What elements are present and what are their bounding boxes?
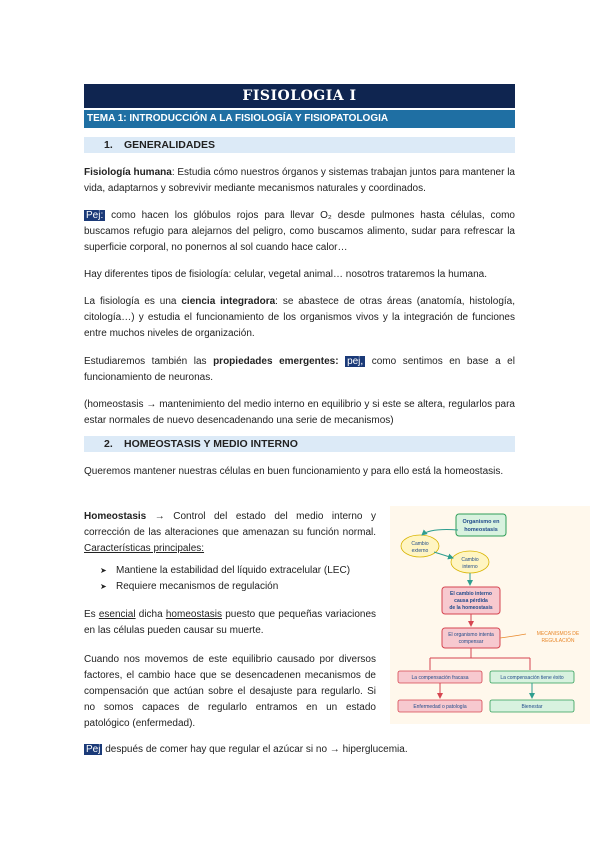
paragraph-tipos: Hay diferentes tipos de fisiología: celular, vegetal animal… nosotros trataremos la humana. <box>84 269 487 280</box>
paragraph-propiedades <box>84 354 515 386</box>
document-title: FISIOLOGIA I <box>84 84 515 108</box>
underlined-text: homeostasis <box>165 609 223 620</box>
node-exito-label: La compensación tiene éxito <box>500 675 564 681</box>
section-heading-2 <box>84 436 515 452</box>
node-bienestar-label: Bienestar <box>521 704 543 710</box>
text-span: como sentimos en base a el funcionamiento de neuronas. <box>84 356 515 383</box>
example-tag: Pej: <box>86 210 104 221</box>
bold-term: Fisiología humana <box>84 167 172 178</box>
node-cambio-interno-label-2: interno <box>462 564 478 570</box>
node-organismo-label-2: homeostasis <box>464 527 498 533</box>
section-heading-1 <box>84 137 515 153</box>
paragraph-text: : Estudia cómo nuestros órganos y sistemas trabajan juntos para mantener la vida, adaptarnos y sobrevivir mediante mecanismos naturales y coordinados. <box>84 167 515 194</box>
text-span: : se abastece de otras áreas (anatomía, histología, citología…) y estudia el funcionamiento de los organismos vivos y la integración de funciones entre muchos niveles de organización. <box>84 296 516 339</box>
bold-term: ciencia integradora <box>181 296 276 307</box>
paragraph-fisiologia-humana <box>84 165 515 197</box>
characteristics-list <box>100 563 390 595</box>
node-organismo-label-1: Organismo en <box>462 519 500 525</box>
node-enfermedad-label: Enfermedad o patología <box>413 704 467 710</box>
mecanismos-label-1: MECANISMOS DE <box>536 631 580 637</box>
homeostasis-flowchart <box>390 506 590 724</box>
underlined-text: Características principales: <box>84 543 205 554</box>
text-span: dicha <box>135 609 166 620</box>
example-tag: pej, <box>347 356 364 367</box>
homeostasis-diagram <box>390 506 590 724</box>
list-item <box>100 579 390 595</box>
list-item <box>100 563 390 579</box>
paragraph-homeostasis-note: (homeostasis → mantenimiento del medio interno en equilibrio y si este se altera, regularlos para estar normales de nuevo desencadenando una serie de mecanismos) <box>84 399 515 426</box>
text-span: → Control del estado del medio interno y corrección de las alteraciones que amenazan su función normal. <box>84 511 376 538</box>
text-span: puesto que pequeñas variaciones en las células pueden causar su muerte. <box>84 609 377 636</box>
section-label: HOMEOSTASIS Y MEDIO INTERNO <box>124 438 298 450</box>
bold-term: Homeostasis <box>84 511 147 522</box>
paragraph-esencial <box>84 607 376 639</box>
example-tag: Pej <box>86 744 101 755</box>
paragraph-equilibrio: Cuando nos movemos de este equilibrio causado por diversos factores, el cambio hace que se desencadenen mecanismos de compensación que actúan sobre el desajuste para regularlo. Si no somos capaces de regularlo entramos en un estado patológico (enfermedad). <box>84 654 376 729</box>
node-cambio-interno-label-1: Cambio <box>461 557 479 563</box>
text-span: Es <box>84 609 99 620</box>
section-number: 2. <box>104 438 113 450</box>
node-fracasa-label: La compensación fracasa <box>411 675 469 681</box>
node-compensar-label-2: compensar <box>458 639 484 645</box>
paragraph-queremos: Queremos mantener nuestras células en buen funcionamiento y para ello está la homeostasis. <box>84 466 504 477</box>
node-perdida-label-1: El cambio interno <box>450 591 492 597</box>
text-span: después de comer hay que regular el azúcar si no → hiperglucemia. <box>102 744 408 755</box>
node-perdida-label-3: de la homeostasis <box>449 605 493 611</box>
node-perdida-label-2: causa pérdida <box>454 598 488 604</box>
section-label: GENERALIDADES <box>124 139 216 151</box>
branch-connector <box>430 648 530 670</box>
bold-term: propiedades emergentes: <box>213 356 339 367</box>
arrow-connector <box>422 530 458 535</box>
arrow-connector <box>434 552 453 558</box>
node-cambio-externo-label-2: externo <box>411 548 429 554</box>
connector-line <box>500 634 526 638</box>
node-cambio-externo-label-1: Cambio <box>411 541 429 547</box>
paragraph-example-1 <box>84 208 515 256</box>
topic-header: TEMA 1: INTRODUCCIÓN A LA FISIOLOGÍA Y FISIOPATOLOGIA <box>84 110 515 128</box>
paragraph-ciencia-integradora <box>84 294 515 342</box>
node-compensar-label-1: El organismo intenta <box>448 632 494 638</box>
arrow-bullet-icon: ➤ <box>100 582 107 591</box>
section-number: 1. <box>104 139 113 151</box>
node-compensar <box>442 628 500 648</box>
paragraph-homeostasis-def <box>84 509 376 557</box>
list-item-text: Mantiene la estabilidad del líquido extracelular (LEC) <box>116 565 351 576</box>
paragraph-text: como hacen los glóbulos rojos para llevar O₂ desde pulmones hasta células, como buscamos refugio para alejarnos del peligro, como buscamos alimento, sudar para refrescar la superficie corporal, no ponernos al sol cuando hace calor… <box>84 210 515 253</box>
paragraph-example-2 <box>84 742 515 758</box>
underlined-text: esencial <box>98 609 136 620</box>
list-item-text: Requiere mecanismos de regulación <box>116 581 279 592</box>
arrow-bullet-icon: ➤ <box>100 566 107 575</box>
text-span: La fisiología es una <box>84 296 182 307</box>
text-span: Estudiaremos también las <box>84 356 214 367</box>
mecanismos-label-2: REGULACIÓN <box>541 638 575 644</box>
